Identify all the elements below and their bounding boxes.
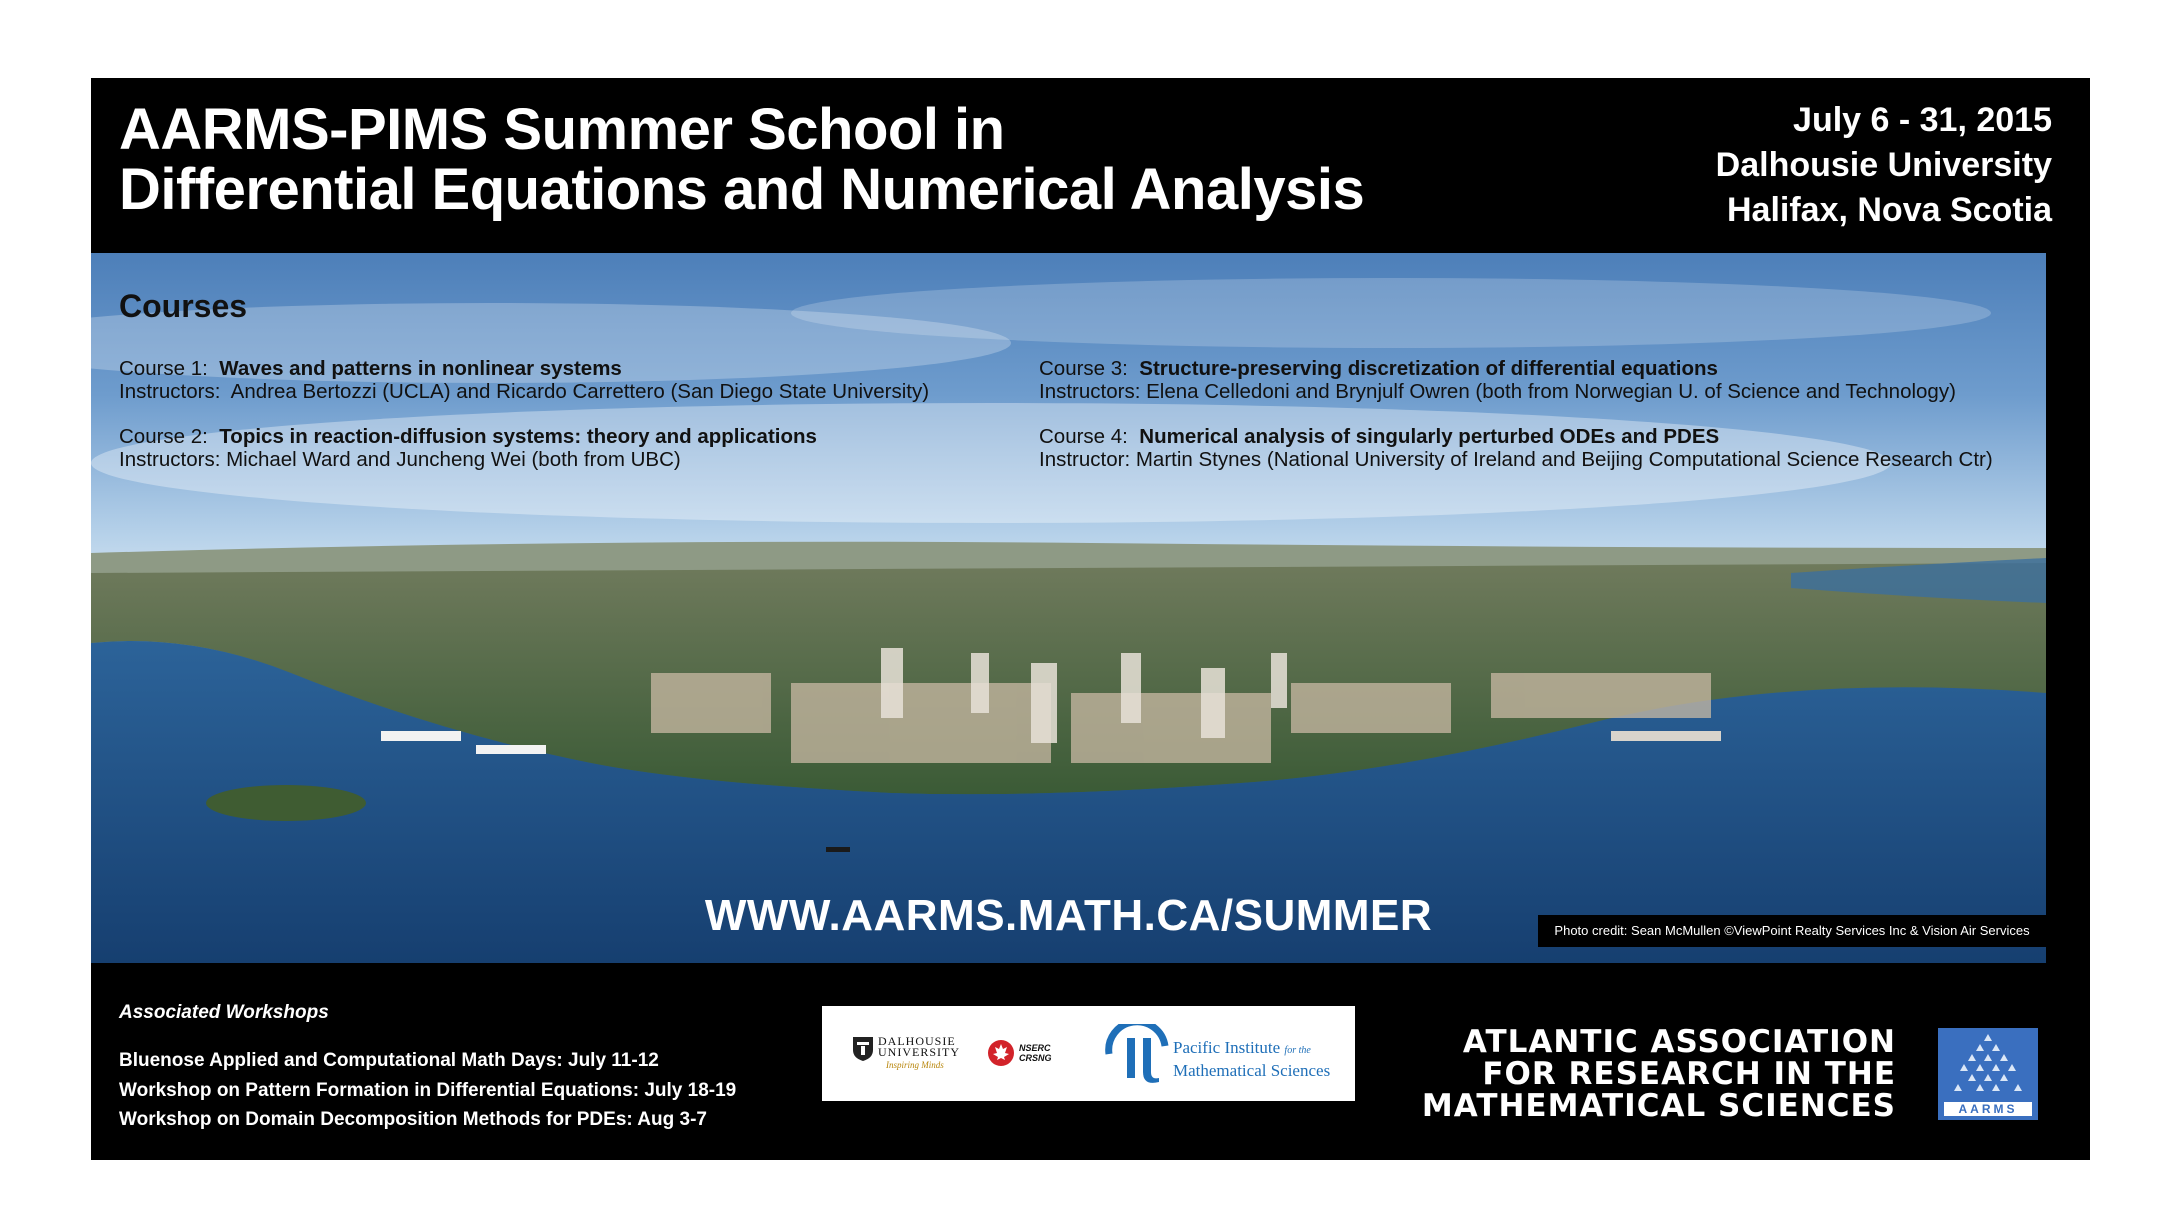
course-2-instructors: Michael Ward and Juncheng Wei (both from UBC) [226, 448, 681, 471]
aarms-line-3: MATHEMATICAL SCIENCES [1421, 1088, 1896, 1124]
course-3-label: Course 3: [1039, 357, 1128, 380]
course-2 [119, 425, 817, 471]
page-title [119, 97, 1365, 222]
pims-line-2: Mathematical Sciences [1173, 1061, 1331, 1080]
pims-pi-icon [1105, 1024, 1169, 1084]
title-line-1: AARMS-PIMS Summer School in [119, 97, 1005, 162]
workshop-item: Workshop on Pattern Formation in Differential Equations: July 18-19 [119, 1080, 737, 1101]
course-4 [1039, 425, 1993, 471]
course-3-instructors: Elena Celledoni and Brynjulf Owren (both from Norwegian U. of Science and Technology) [1146, 380, 1956, 403]
course-4-instructors-label: Instructor: [1039, 448, 1131, 471]
course-4-instructors: Martin Stynes (National University of Ireland and Beijing Computational Science Research Ctr) [1135, 448, 1993, 471]
nserc-line-2: CRSNG [1019, 1053, 1052, 1063]
workshop-item: Workshop on Domain Decomposition Methods for PDEs: Aug 3-7 [119, 1109, 707, 1130]
sponsor-logos-panel [822, 1006, 1355, 1101]
dalhousie-crest-icon [852, 1036, 874, 1062]
title-line-2: Differential Equations and Numerical Analysis [119, 157, 1365, 222]
aarms-logo [1938, 1028, 2038, 1120]
course-3-instructors-label: Instructors: [1039, 380, 1141, 403]
aarms-logo-text: AARMS [1958, 1102, 2018, 1116]
event-venue: Dalhousie University [1715, 146, 2052, 184]
course-2-title: Topics in reaction-diffusion systems: theory and applications [219, 425, 817, 448]
pims-text [1173, 1038, 1330, 1081]
pims-for: for the [1284, 1045, 1311, 1056]
course-1-title: Waves and patterns in nonlinear systems [219, 357, 622, 380]
nserc-line-1: NSERC [1019, 1043, 1051, 1053]
course-4-label: Course 4: [1039, 425, 1128, 448]
workshops-heading: Associated Workshops [119, 1002, 329, 1023]
course-1-instructors: Andrea Bertozzi (UCLA) and Ricardo Carrettero (San Diego State University) [230, 380, 930, 403]
course-3-title: Structure-preserving discretization of differential equations [1139, 357, 1718, 380]
pims-line-1: Pacific Institute [1173, 1038, 1281, 1057]
workshop-item: Bluenose Applied and Computational Math Days: July 11-12 [119, 1050, 659, 1071]
poster [91, 78, 2090, 1160]
aarms-name [1422, 1026, 1896, 1122]
course-4-title: Numerical analysis of singularly perturbed ODEs and PDES [1139, 425, 1720, 448]
courses-heading: Courses [119, 288, 248, 324]
course-2-label: Course 2: [119, 425, 208, 448]
maple-leaf-icon [987, 1039, 1015, 1067]
summer-school-url-link[interactable]: WWW.AARMS.MATH.CA/SUMMER [704, 891, 1433, 940]
photo-credit: Photo credit: Sean McMullen ©ViewPoint Realty Services Inc & Vision Air Services [1538, 915, 2046, 947]
course-1-label: Course 1: [119, 357, 208, 380]
aarms-line-2: FOR RESEARCH IN THE [1482, 1056, 1896, 1092]
aarms-line-1: ATLANTIC ASSOCIATION [1462, 1024, 1896, 1060]
dalhousie-tagline: Inspiring Minds [886, 1060, 944, 1070]
course-1 [119, 357, 929, 403]
halifax-aerial-photo [91, 253, 2046, 963]
course-3 [1039, 357, 1956, 403]
course-2-instructors-label: Instructors: [119, 448, 221, 471]
event-city: Halifax, Nova Scotia [1726, 191, 2052, 229]
course-1-instructors-label: Instructors: [119, 380, 221, 403]
dalhousie-name: DALHOUSIE UNIVERSITY [878, 1034, 960, 1059]
nserc-text [1019, 1043, 1052, 1063]
event-date: July 6 - 31, 2015 [1793, 101, 2052, 139]
date-venue-block [1716, 98, 2052, 233]
